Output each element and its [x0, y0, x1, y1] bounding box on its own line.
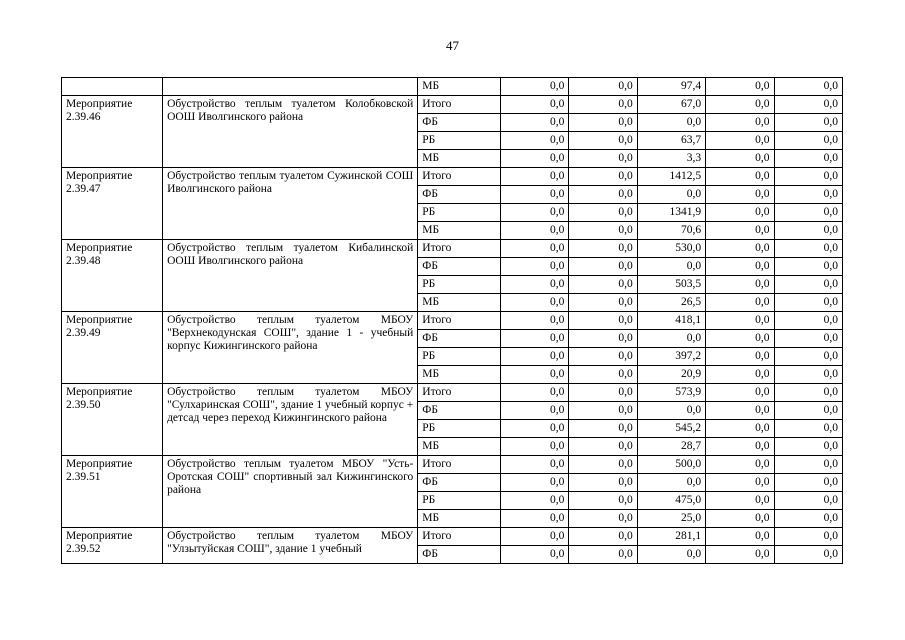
value-cell: 0,0 — [774, 204, 842, 222]
value-cell: 0,0 — [706, 186, 774, 204]
value-cell: 0,0 — [706, 510, 774, 528]
description-cell — [163, 78, 418, 96]
value-cell: 0,0 — [569, 528, 637, 546]
value-cell: 0,0 — [500, 186, 568, 204]
value-cell: 0,0 — [706, 474, 774, 492]
value-cell: 0,0 — [500, 456, 568, 474]
value-cell: 0,0 — [774, 330, 842, 348]
value-cell: 26,5 — [637, 294, 705, 312]
source-cell: ФБ — [418, 330, 501, 348]
measure-cell — [62, 456, 163, 528]
value-cell: 0,0 — [774, 240, 842, 258]
source-cell: МБ — [418, 150, 501, 168]
measure-description: Обустройство теплым туалетом Кибалинской ООШ Иволгинского района — [163, 240, 418, 312]
value-cell: 20,9 — [637, 366, 705, 384]
value-cell: 0,0 — [500, 474, 568, 492]
source-cell: Итого — [418, 168, 501, 186]
source-cell: ФБ — [418, 474, 501, 492]
measure-description: Обустройство теплым туалетом Колобковской ООШ Иволгинского района — [163, 96, 418, 168]
value-cell: 0,0 — [637, 474, 705, 492]
value-cell: 0,0 — [569, 150, 637, 168]
value-cell: 0,0 — [706, 492, 774, 510]
source-cell: МБ — [418, 294, 501, 312]
source-cell: ФБ — [418, 546, 501, 564]
value-cell: 0,0 — [569, 438, 637, 456]
value-cell: 0,0 — [637, 186, 705, 204]
measure-cell — [62, 528, 163, 564]
value-cell: 0,0 — [500, 96, 568, 114]
value-cell: 0,0 — [706, 240, 774, 258]
value-cell: 1412,5 — [637, 168, 705, 186]
value-cell: 0,0 — [500, 420, 568, 438]
value-cell: 0,0 — [569, 96, 637, 114]
source-cell: Итого — [418, 96, 501, 114]
value-cell: 0,0 — [706, 330, 774, 348]
value-cell: 503,5 — [637, 276, 705, 294]
value-cell: 0,0 — [500, 114, 568, 132]
value-cell: 0,0 — [706, 132, 774, 150]
value-cell: 0,0 — [774, 258, 842, 276]
measure-cell — [62, 96, 163, 168]
value-cell: 0,0 — [706, 348, 774, 366]
value-cell: 0,0 — [774, 492, 842, 510]
value-cell: 0,0 — [569, 240, 637, 258]
value-cell: 0,0 — [774, 474, 842, 492]
value-cell: 0,0 — [706, 276, 774, 294]
value-cell: 0,0 — [569, 204, 637, 222]
value-cell: 0,0 — [706, 384, 774, 402]
value-cell: 0,0 — [774, 96, 842, 114]
value-cell: 530,0 — [637, 240, 705, 258]
measure-number: 2.39.47 — [66, 183, 101, 195]
value-cell: 0,0 — [774, 348, 842, 366]
measure-description: Обустройство теплым туалетом МБОУ "Сулхаринская СОШ", здание 1 учебный корпус + детсад через переход Кижингинского района — [163, 384, 418, 456]
value-cell: 0,0 — [569, 420, 637, 438]
source-cell: МБ — [418, 78, 501, 96]
value-cell: 0,0 — [706, 420, 774, 438]
value-cell: 0,0 — [706, 438, 774, 456]
value-cell: 0,0 — [500, 168, 568, 186]
value-cell: 397,2 — [637, 348, 705, 366]
value-cell: 0,0 — [706, 402, 774, 420]
value-cell: 0,0 — [500, 438, 568, 456]
value-cell: 0,0 — [637, 114, 705, 132]
value-cell: 0,0 — [706, 114, 774, 132]
value-cell: 0,0 — [500, 150, 568, 168]
measure-description: Обустройство теплым туалетом Сужинской СОШ Иволгинского района — [163, 168, 418, 240]
value-cell: 0,0 — [500, 546, 568, 564]
value-cell: 0,0 — [569, 348, 637, 366]
value-cell: 545,2 — [637, 420, 705, 438]
table-row — [62, 384, 843, 402]
value-cell: 0,0 — [706, 168, 774, 186]
value-cell: 0,0 — [569, 132, 637, 150]
value-cell: 63,7 — [637, 132, 705, 150]
value-cell: 0,0 — [569, 114, 637, 132]
value-cell: 0,0 — [500, 348, 568, 366]
value-cell: 0,0 — [569, 330, 637, 348]
source-cell: Итого — [418, 240, 501, 258]
measure-label: Мероприятие — [66, 530, 133, 542]
value-cell: 0,0 — [500, 240, 568, 258]
value-cell: 0,0 — [774, 78, 842, 96]
source-cell: РБ — [418, 492, 501, 510]
value-cell: 0,0 — [706, 150, 774, 168]
value-cell: 0,0 — [774, 438, 842, 456]
value-cell: 0,0 — [569, 492, 637, 510]
measure-description: Обустройство теплым туалетом МБОУ "Усть-Оротская СОШ" спортивный зал Кижингинского района — [163, 456, 418, 528]
value-cell: 0,0 — [774, 456, 842, 474]
measure-cell — [62, 384, 163, 456]
source-cell: Итого — [418, 384, 501, 402]
value-cell: 97,4 — [637, 78, 705, 96]
value-cell: 0,0 — [500, 312, 568, 330]
measure-number: 2.39.51 — [66, 471, 101, 483]
measure-label: Мероприятие — [66, 170, 133, 182]
value-cell: 25,0 — [637, 510, 705, 528]
value-cell: 0,0 — [706, 258, 774, 276]
value-cell: 0,0 — [706, 294, 774, 312]
value-cell: 0,0 — [774, 510, 842, 528]
value-cell: 0,0 — [569, 276, 637, 294]
value-cell: 0,0 — [500, 402, 568, 420]
value-cell: 0,0 — [569, 222, 637, 240]
source-cell: РБ — [418, 204, 501, 222]
source-cell: ФБ — [418, 258, 501, 276]
measure-label: Мероприятие — [66, 98, 133, 110]
value-cell: 0,0 — [774, 186, 842, 204]
value-cell: 0,0 — [569, 258, 637, 276]
table-row — [62, 312, 843, 330]
value-cell: 418,1 — [637, 312, 705, 330]
value-cell: 0,0 — [774, 114, 842, 132]
value-cell: 0,0 — [774, 402, 842, 420]
table-row — [62, 528, 843, 546]
value-cell: 0,0 — [500, 384, 568, 402]
value-cell: 0,0 — [637, 546, 705, 564]
value-cell: 0,0 — [500, 330, 568, 348]
source-cell: МБ — [418, 438, 501, 456]
value-cell: 0,0 — [774, 222, 842, 240]
value-cell: 0,0 — [500, 204, 568, 222]
value-cell: 0,0 — [500, 222, 568, 240]
value-cell: 0,0 — [500, 258, 568, 276]
value-cell: 28,7 — [637, 438, 705, 456]
value-cell: 0,0 — [500, 366, 568, 384]
value-cell: 3,3 — [637, 150, 705, 168]
value-cell: 0,0 — [569, 168, 637, 186]
page-number: 47 — [446, 38, 459, 53]
value-cell: 573,9 — [637, 384, 705, 402]
value-cell: 0,0 — [706, 456, 774, 474]
value-cell: 0,0 — [500, 492, 568, 510]
measure-number: 2.39.48 — [66, 255, 101, 267]
value-cell: 0,0 — [569, 474, 637, 492]
value-cell: 0,0 — [637, 258, 705, 276]
value-cell: 70,6 — [637, 222, 705, 240]
value-cell: 0,0 — [569, 186, 637, 204]
value-cell: 0,0 — [569, 456, 637, 474]
source-cell: Итого — [418, 528, 501, 546]
table-row — [62, 96, 843, 114]
value-cell: 0,0 — [706, 222, 774, 240]
value-cell: 475,0 — [637, 492, 705, 510]
value-cell: 0,0 — [706, 204, 774, 222]
value-cell: 0,0 — [569, 402, 637, 420]
value-cell: 0,0 — [774, 312, 842, 330]
value-cell: 281,1 — [637, 528, 705, 546]
value-cell: 0,0 — [706, 546, 774, 564]
value-cell: 0,0 — [500, 528, 568, 546]
source-cell: МБ — [418, 510, 501, 528]
source-cell: РБ — [418, 132, 501, 150]
value-cell: 0,0 — [774, 132, 842, 150]
value-cell: 0,0 — [500, 276, 568, 294]
value-cell: 0,0 — [774, 528, 842, 546]
value-cell: 0,0 — [569, 546, 637, 564]
value-cell: 0,0 — [774, 366, 842, 384]
value-cell: 500,0 — [637, 456, 705, 474]
measure-number: 2.39.49 — [66, 327, 101, 339]
value-cell: 0,0 — [500, 78, 568, 96]
source-cell: ФБ — [418, 186, 501, 204]
value-cell: 0,0 — [637, 330, 705, 348]
value-cell: 0,0 — [569, 366, 637, 384]
source-cell: РБ — [418, 420, 501, 438]
measure-number: 2.39.52 — [66, 543, 101, 555]
value-cell: 0,0 — [569, 78, 637, 96]
measure-label: Мероприятие — [66, 458, 133, 470]
value-cell: 0,0 — [774, 384, 842, 402]
value-cell: 0,0 — [774, 294, 842, 312]
measure-description: Обустройство теплым туалетом МБОУ "Верхнекодунская СОШ", здание 1 - учебный корпус Кижингинского района — [163, 312, 418, 384]
source-cell: ФБ — [418, 402, 501, 420]
value-cell: 1341,9 — [637, 204, 705, 222]
value-cell: 0,0 — [706, 96, 774, 114]
source-cell: Итого — [418, 312, 501, 330]
value-cell: 0,0 — [706, 366, 774, 384]
value-cell: 0,0 — [637, 402, 705, 420]
value-cell: 0,0 — [706, 528, 774, 546]
source-cell: МБ — [418, 222, 501, 240]
value-cell: 0,0 — [774, 546, 842, 564]
source-cell: ФБ — [418, 114, 501, 132]
source-cell: РБ — [418, 348, 501, 366]
value-cell: 0,0 — [774, 420, 842, 438]
value-cell: 0,0 — [569, 510, 637, 528]
table-row — [62, 456, 843, 474]
value-cell: 0,0 — [569, 294, 637, 312]
measure-label: Мероприятие — [66, 386, 133, 398]
value-cell: 0,0 — [569, 312, 637, 330]
table-row — [62, 78, 843, 96]
budget-table — [61, 77, 843, 564]
measure-label: Мероприятие — [66, 314, 133, 326]
value-cell: 0,0 — [569, 384, 637, 402]
source-cell: РБ — [418, 276, 501, 294]
measure-label: Мероприятие — [66, 242, 133, 254]
value-cell: 0,0 — [500, 132, 568, 150]
measure-cell — [62, 78, 163, 96]
value-cell: 0,0 — [774, 168, 842, 186]
measure-description: Обустройство теплым туалетом МБОУ "Улзытуйская СОШ", здание 1 учебный — [163, 528, 418, 564]
value-cell: 67,0 — [637, 96, 705, 114]
source-cell: МБ — [418, 366, 501, 384]
measure-cell — [62, 168, 163, 240]
value-cell: 0,0 — [706, 78, 774, 96]
value-cell: 0,0 — [500, 294, 568, 312]
source-cell: Итого — [418, 456, 501, 474]
measure-number: 2.39.50 — [66, 399, 101, 411]
table-row — [62, 168, 843, 186]
value-cell: 0,0 — [500, 510, 568, 528]
value-cell: 0,0 — [774, 150, 842, 168]
measure-cell — [62, 240, 163, 312]
value-cell: 0,0 — [706, 312, 774, 330]
table-row — [62, 240, 843, 258]
measure-number: 2.39.46 — [66, 111, 101, 123]
measure-cell — [62, 312, 163, 384]
budget-table-body — [62, 78, 843, 564]
value-cell: 0,0 — [774, 276, 842, 294]
